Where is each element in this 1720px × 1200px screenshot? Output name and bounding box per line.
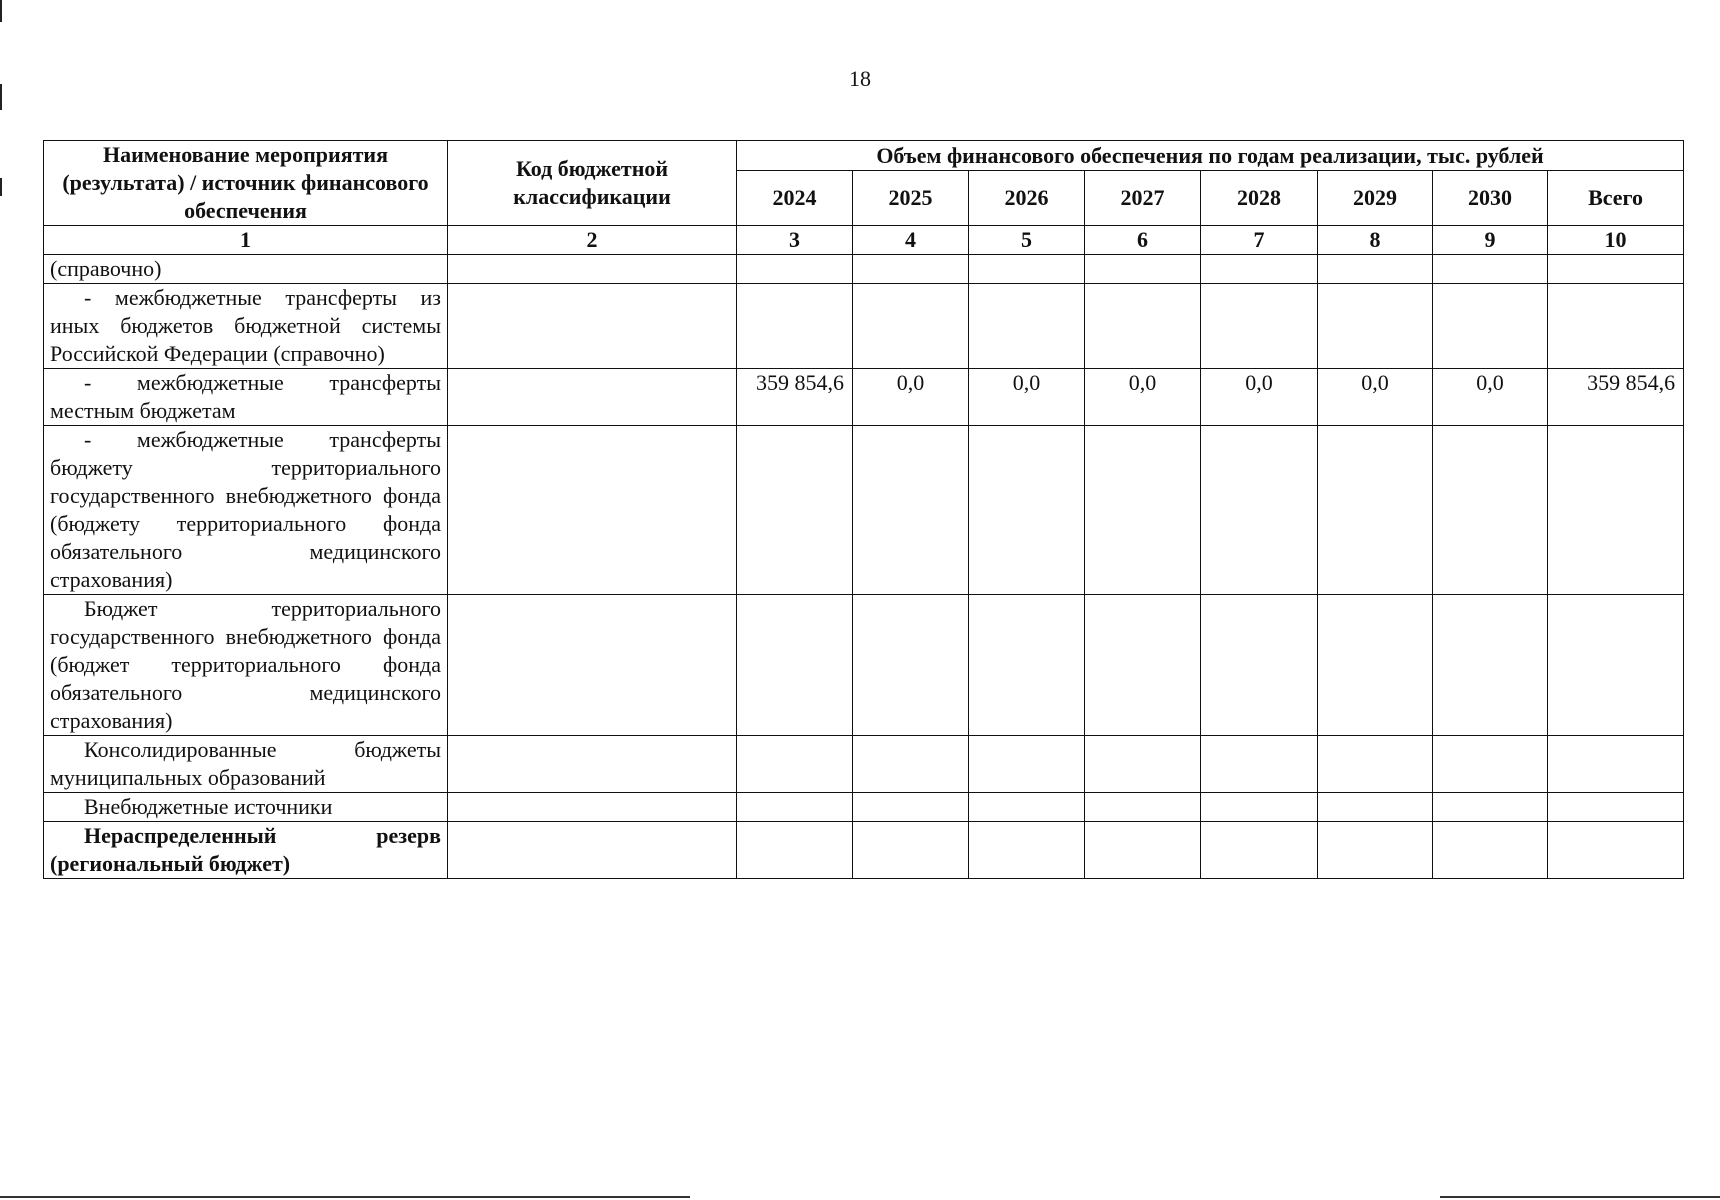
table-row <box>44 595 1684 736</box>
row-name: - межбюджетные трансферты из иных бюджетов бюджетной системы Российской Федерации (справочно) <box>44 284 448 369</box>
row-value <box>1433 284 1548 369</box>
scan-edge-mark <box>0 0 2 22</box>
header-row <box>44 141 1684 171</box>
row-value <box>737 822 853 879</box>
scan-edge-mark <box>0 178 2 196</box>
column-number: 1 <box>44 226 448 255</box>
header-code: Код бюджетной классификации <box>448 141 737 226</box>
row-value <box>1201 595 1318 736</box>
row-code <box>448 369 737 426</box>
table-row <box>44 793 1684 822</box>
row-name: - межбюджетные трансферты бюджету территориального государственного внебюджетного фонда (бюджету территориального фонда обязательного медицинского страхования) <box>44 426 448 595</box>
row-value <box>969 822 1085 879</box>
row-value <box>1085 284 1201 369</box>
column-number: 3 <box>737 226 853 255</box>
row-value <box>1318 595 1433 736</box>
row-value <box>1318 255 1433 284</box>
row-code <box>448 284 737 369</box>
row-name: Бюджет территориального государственного внебюджетного фонда (бюджет территориального фонда обязательного медицинского страхования) <box>44 595 448 736</box>
row-value <box>969 284 1085 369</box>
row-value: 0,0 <box>1318 369 1433 426</box>
row-value <box>737 793 853 822</box>
row-value <box>1085 736 1201 793</box>
row-value <box>1085 595 1201 736</box>
scan-bottom-rule <box>0 1196 690 1198</box>
row-value: 0,0 <box>853 369 969 426</box>
column-number: 5 <box>969 226 1085 255</box>
row-name: - межбюджетные трансферты местным бюджетам <box>44 369 448 426</box>
row-code <box>448 736 737 793</box>
row-value <box>853 822 969 879</box>
row-code <box>448 255 737 284</box>
column-number: 8 <box>1318 226 1433 255</box>
row-value <box>1201 793 1318 822</box>
header-year: 2028 <box>1201 171 1318 226</box>
row-value <box>1433 736 1548 793</box>
header-year: 2029 <box>1318 171 1433 226</box>
row-value <box>1085 426 1201 595</box>
table-row <box>44 822 1684 879</box>
row-value: 0,0 <box>1201 369 1318 426</box>
row-total <box>1548 736 1684 793</box>
row-value <box>1433 255 1548 284</box>
row-value <box>1201 426 1318 595</box>
financing-table <box>43 140 1684 879</box>
row-name: Внебюджетные источники <box>44 793 448 822</box>
header-total: Всего <box>1548 171 1684 226</box>
row-value <box>1318 822 1433 879</box>
row-value <box>969 736 1085 793</box>
row-value <box>1318 284 1433 369</box>
column-number: 7 <box>1201 226 1318 255</box>
row-value <box>1085 793 1201 822</box>
row-value <box>1318 426 1433 595</box>
row-value <box>1433 822 1548 879</box>
row-value <box>1433 793 1548 822</box>
table-row <box>44 736 1684 793</box>
column-number: 4 <box>853 226 969 255</box>
row-total <box>1548 426 1684 595</box>
row-value <box>1318 736 1433 793</box>
row-value <box>969 793 1085 822</box>
row-value <box>1433 426 1548 595</box>
row-value <box>737 736 853 793</box>
row-value <box>853 793 969 822</box>
header-year: 2027 <box>1085 171 1201 226</box>
row-value: 0,0 <box>1433 369 1548 426</box>
row-total <box>1548 822 1684 879</box>
row-total: 359 854,6 <box>1548 369 1684 426</box>
row-total <box>1548 793 1684 822</box>
row-value <box>969 426 1085 595</box>
row-value: 0,0 <box>1085 369 1201 426</box>
row-value <box>853 595 969 736</box>
header-year: 2025 <box>853 171 969 226</box>
row-value <box>1085 822 1201 879</box>
header-year: 2024 <box>737 171 853 226</box>
row-total <box>1548 595 1684 736</box>
row-value <box>853 426 969 595</box>
table-row <box>44 284 1684 369</box>
row-value <box>969 255 1085 284</box>
header-year: 2026 <box>969 171 1085 226</box>
row-total <box>1548 284 1684 369</box>
column-number: 9 <box>1433 226 1548 255</box>
row-value <box>737 255 853 284</box>
row-value <box>1201 284 1318 369</box>
row-total <box>1548 255 1684 284</box>
row-code <box>448 426 737 595</box>
row-value <box>737 595 853 736</box>
row-value <box>853 736 969 793</box>
page-number: 18 <box>849 66 871 91</box>
row-name: Консолидированные бюджеты муниципальных образований <box>44 736 448 793</box>
row-value <box>1201 822 1318 879</box>
row-value: 0,0 <box>969 369 1085 426</box>
row-code <box>448 822 737 879</box>
table-row <box>44 369 1684 426</box>
row-code <box>448 595 737 736</box>
column-number: 10 <box>1548 226 1684 255</box>
row-value <box>737 426 853 595</box>
row-name: Нераспределенный резерв (региональный бюджет) <box>44 822 448 879</box>
row-name: (справочно) <box>44 255 448 284</box>
header-name: Наименование мероприятия (результата) / источник финансового обеспечения <box>44 141 448 226</box>
row-value <box>1318 793 1433 822</box>
table-row <box>44 426 1684 595</box>
row-value <box>1201 736 1318 793</box>
row-value <box>853 284 969 369</box>
row-code <box>448 793 737 822</box>
header-volume: Объем финансового обеспечения по годам реализации, тыс. рублей <box>737 141 1684 171</box>
row-value <box>1085 255 1201 284</box>
row-value <box>1433 595 1548 736</box>
scan-bottom-rule <box>1440 1196 1720 1198</box>
row-value <box>737 284 853 369</box>
row-value <box>1201 255 1318 284</box>
table-row <box>44 255 1684 284</box>
column-number: 6 <box>1085 226 1201 255</box>
column-number: 2 <box>448 226 737 255</box>
row-value: 359 854,6 <box>737 369 853 426</box>
column-numbers-row <box>44 226 1684 255</box>
row-value <box>853 255 969 284</box>
scan-edge-mark <box>0 84 2 110</box>
row-value <box>969 595 1085 736</box>
header-year: 2030 <box>1433 171 1548 226</box>
